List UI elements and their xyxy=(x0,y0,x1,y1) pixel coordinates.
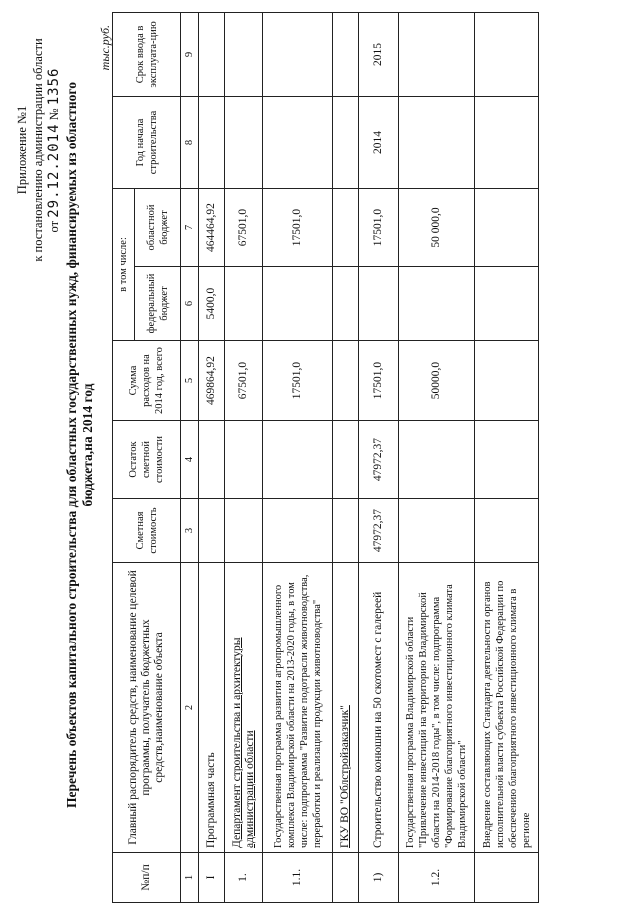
row-federal: 5400,0 xyxy=(199,267,225,341)
row-start xyxy=(475,96,539,188)
header-commission: Срок ввода в эксплуата-цию xyxy=(113,12,181,96)
row-start xyxy=(199,96,225,188)
row-name: Департамент строительства и архитектуры администрации области xyxy=(225,563,263,853)
row-num: 1.2. xyxy=(399,853,475,903)
table-row xyxy=(263,12,333,902)
row-name: Государственная программа развития агропромышленного комплекса Владимирской области на 2013-2020 годы, в том числе: подпрограмма "Развитие подотрасли животноводства, переработки и реализации продукции животноводства" xyxy=(263,563,333,853)
resolution-date-line xyxy=(46,15,62,285)
row-federal xyxy=(359,267,399,341)
header-name: Главный распорядитель средств, наименование целевой программы, получатель бюджетных средств,наименование объекта xyxy=(113,563,181,853)
header-estimate: Сметная стоимость xyxy=(113,499,181,563)
col-number: 2 xyxy=(181,563,199,853)
col-number: 1 xyxy=(181,853,199,903)
row-end xyxy=(399,12,475,96)
resolution-number: 1356 xyxy=(46,67,62,106)
row-total: 469864,92 xyxy=(199,341,225,421)
header-total: Сумма расходов на 2014 год, всего xyxy=(113,341,181,421)
approval-block xyxy=(14,15,62,285)
resolution-date: 29.12.2014 xyxy=(46,123,62,218)
row-start xyxy=(263,96,333,188)
row-federal xyxy=(263,267,333,341)
appendix-label: Приложение №1 xyxy=(15,105,29,195)
row-total: 17501,0 xyxy=(359,341,399,421)
row-num xyxy=(475,853,539,903)
row-estimate xyxy=(399,499,475,563)
table-row xyxy=(225,12,263,902)
col-number: 3 xyxy=(181,499,199,563)
row-remainder xyxy=(199,421,225,499)
table-row xyxy=(399,12,475,902)
table-row xyxy=(475,12,539,902)
row-name: Строительство конюшни на 50 скотомест с галереей xyxy=(359,563,399,853)
row-remainder xyxy=(475,421,539,499)
row-num: I xyxy=(199,853,225,903)
row-total: 67501,0 xyxy=(225,341,263,421)
row-end xyxy=(263,12,333,96)
table-row xyxy=(359,12,399,902)
row-num: 1) xyxy=(359,853,399,903)
row-name: Внедрение составляющих Стандарта деятельности органов исполнительной власти субъекта Российской Федерации по обеспечению благоприятного инвестиционного климата в регионе xyxy=(475,563,539,853)
row-regional: 464464,92 xyxy=(199,188,225,266)
row-estimate xyxy=(263,499,333,563)
row-end xyxy=(475,12,539,96)
row-total xyxy=(475,341,539,421)
row-regional xyxy=(475,188,539,266)
row-estimate xyxy=(475,499,539,563)
row-end xyxy=(199,12,225,96)
col-number: 9 xyxy=(181,12,199,96)
table-row xyxy=(199,12,225,902)
col-number: 4 xyxy=(181,421,199,499)
number-sign: № xyxy=(47,108,61,121)
row-regional: 17501,0 xyxy=(263,188,333,266)
col-number: 8 xyxy=(181,96,199,188)
row-start xyxy=(225,96,263,188)
row-total: 50000,0 xyxy=(399,341,475,421)
header-remainder: Остаток сметной стоимости xyxy=(113,421,181,499)
row-end xyxy=(225,12,263,96)
row-remainder xyxy=(225,421,263,499)
row-name: Программная часть xyxy=(199,563,225,853)
row-total: 17501,0 xyxy=(263,341,333,421)
row-federal xyxy=(475,267,539,341)
row-regional: 17501,0 xyxy=(359,188,399,266)
table-row xyxy=(333,12,359,902)
resolution-label: к постановлению администрации области xyxy=(31,38,45,262)
row-estimate xyxy=(225,499,263,563)
document-title: Перечень объектов капитального строительства для областных государственных нужд, финансируемых из областного бюджета,на 2014 год xyxy=(64,82,95,808)
units-label: тыс.руб. xyxy=(98,25,112,71)
row-end xyxy=(333,12,359,96)
row-name: Государственная программа Владимирской области "Привлечение инвестиций на территорию Владимирской области на 2014-2018 годы", в том числе: подпрограмма "Формирование благоприятного инвестиционного климата Владимирской области" xyxy=(399,563,475,853)
row-start xyxy=(399,96,475,188)
row-remainder xyxy=(263,421,333,499)
row-estimate xyxy=(333,499,359,563)
row-regional: 50 000,0 xyxy=(399,188,475,266)
row-federal xyxy=(399,267,475,341)
row-estimate: 47972,37 xyxy=(359,499,399,563)
header-regional: областной бюджет xyxy=(135,188,181,266)
row-start xyxy=(333,96,359,188)
header-federal: федеральный бюджет xyxy=(135,267,181,341)
header-including: в том числе: xyxy=(113,188,135,340)
row-name: ГКУ ВО "Облстройзаказчик" xyxy=(333,563,359,853)
row-remainder xyxy=(399,421,475,499)
header-num: №п/п xyxy=(113,853,181,903)
row-estimate xyxy=(199,499,225,563)
row-regional: 67501,0 xyxy=(225,188,263,266)
header-start-year: Год начала строительства xyxy=(113,96,181,188)
objects-table xyxy=(112,12,539,903)
row-num: 1.1. xyxy=(263,853,333,903)
row-remainder xyxy=(333,421,359,499)
row-end: 2015 xyxy=(359,12,399,96)
row-num: 1. xyxy=(225,853,263,903)
row-start: 2014 xyxy=(359,96,399,188)
date-prefix: от xyxy=(47,220,61,233)
row-regional xyxy=(333,188,359,266)
row-total xyxy=(333,341,359,421)
col-number: 6 xyxy=(181,267,199,341)
row-num xyxy=(333,853,359,903)
col-number: 7 xyxy=(181,188,199,266)
row-federal xyxy=(225,267,263,341)
row-remainder: 47972,37 xyxy=(359,421,399,499)
col-number: 5 xyxy=(181,341,199,421)
row-federal xyxy=(333,267,359,341)
